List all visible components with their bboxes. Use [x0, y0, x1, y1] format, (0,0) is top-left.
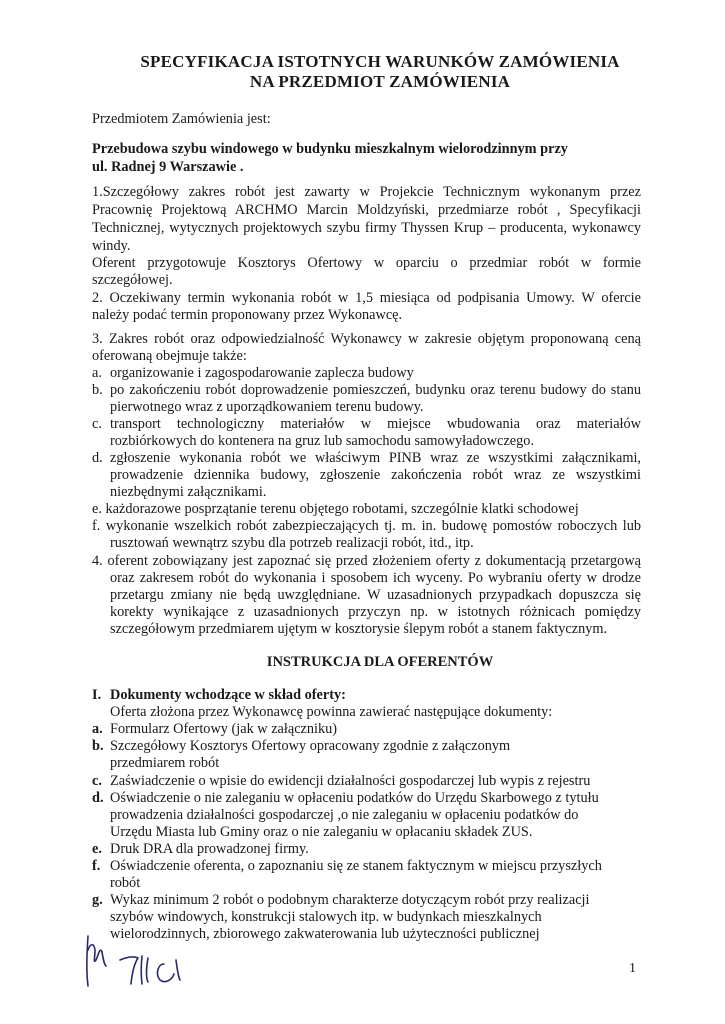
instructions-item-g-line-1: Wykaz minimum 2 robót o podobnym charakterze dotyczącym robót przy realizacji: [110, 892, 590, 908]
list-marker-b: b.: [92, 382, 103, 398]
instructions-item-d-line-2: prowadzenia działalności gospodarczej ,o nie zaleganiu w opłaceniu podatków do: [110, 807, 579, 823]
section2-line-2: należy podać termin proponowany przez Wykonawcę.: [92, 307, 403, 323]
section3-item-a: organizowanie i zagospodarowanie zaplecza budowy: [110, 365, 414, 381]
instructions-marker-d: d.: [92, 790, 104, 806]
instructions-item-c: Zaświadczenie o wpisie do ewidencji działalności gospodarczej lub wypis z rejestru: [110, 773, 591, 789]
instructions-marker-c: c.: [92, 773, 102, 789]
section4-line-5: szczegółowym przedmiarem ujętym w kosztorysie ślepym robót a stanem faktycznym.: [110, 621, 608, 637]
instructions-item-g-line-3: wielorodzinnych, zbiorowego zakwaterowania lub użyteczności publicznej: [110, 926, 540, 942]
instructions-item1-marker: I.: [92, 687, 102, 703]
instructions-item1-title: Dokumenty wchodzące w skład oferty:: [110, 687, 346, 703]
list-marker-d: d.: [92, 450, 103, 466]
instructions-item-b-line-1: Szczegółowy Kosztorys Ofertowy opracowany zgodnie z załączonym: [110, 738, 511, 754]
section2-line-1: 2. Oczekiwany termin wykonania robót w 1,5 miesiąca od podpisania Umowy. W ofercie: [92, 290, 641, 306]
section1-line-2: Pracownię Projektową ARCHMO Marcin Moldzyński, przedmiarze robót , Specyfikacji: [92, 202, 641, 218]
section4-line-1: 4. oferent zobowiązany jest zapoznać się przed złożeniem oferty z dokumentacją przetargową: [92, 553, 641, 569]
section3-item-b-line-2: pierwotnego wraz z uporządkowaniem terenu budowy.: [110, 399, 424, 415]
section3-line-2: oferowaną obejmuje także:: [92, 348, 247, 364]
instructions-marker-b: b.: [92, 738, 104, 754]
section1-line-1: 1.Szczegółowy zakres robót jest zawarty w Projekcie Technicznym wykonanym przez: [92, 184, 641, 200]
page-number: 1: [629, 961, 636, 976]
instructions-item-d-line-1: Oświadczenie o nie zaleganiu w opłaceniu podatków do Urzędu Skarbowego z tytułu: [110, 790, 599, 806]
section1-line-4: windy.: [92, 238, 131, 254]
section3-item-f-line-1: f. wykonanie wszelkich robót zabezpieczających tj. m. in. budowę pomostów roboczych lub: [92, 518, 641, 534]
instructions-item-f-line-2: robót: [110, 875, 141, 891]
handwritten-signature: [80, 930, 190, 990]
section4-line-3: przetargu zmiany nie będą uwzględniane. W uzasadnionych przypadkach dopuszcza się: [110, 587, 641, 603]
section1-line-6: szczegółowej.: [92, 272, 173, 288]
section3-item-f-line-2: rusztowań wewnątrz szybu dla potrzeb realizacji robót, itd., itp.: [110, 535, 474, 551]
section4-line-4: korekty wynikające z uzasadnionych przyczyn np. w istotnych różnicach pomiędzy: [110, 604, 641, 620]
instructions-marker-e: e.: [92, 841, 102, 857]
section3-item-b-line-1: po zakończeniu robót doprowadzenie pomieszczeń, budynku oraz terenu budowy do stanu: [110, 382, 641, 398]
list-marker-c: c.: [92, 416, 102, 432]
section1-line-5: Oferent przygotowuje Kosztorys Ofertowy w oparciu o przedmiar robót w formie: [92, 255, 641, 271]
instructions-item1-intro: Oferta złożona przez Wykonawcę powinna zawierać następujące dokumenty:: [110, 704, 553, 720]
section3-item-d-line-1: zgłoszenie wykonania robót we właściwym PINB wraz ze wszystkimi załącznikami,: [110, 450, 641, 466]
instructions-item-f-line-1: Oświadczenie oferenta, o zapoznaniu się ze stanem faktycznym w miejscu przyszłych: [110, 858, 602, 874]
title-line-2: NA PRZEDMIOT ZAMÓWIENIA: [249, 72, 511, 91]
instructions-item-g-line-2: szybów windowych, konstrukcji stalowych itp. w budynkach mieszkalnych: [110, 909, 542, 925]
section3-line-1: 3. Zakres robót oraz odpowiedzialność Wykonawcy w zakresie objętym proponowaną ceną: [92, 331, 641, 347]
section4-line-2: oraz zakresem robót do wykonania i sposobem ich wyceny. Po wybraniu oferty w drodze: [110, 570, 641, 586]
section3-item-c-line-2: rozbiórkowych do kontenera na gruz lub samochodu samowyładowczego.: [110, 433, 535, 449]
section1-line-3: Technicznej, wytycznych projektowych szybu firmy Thyssen Krup – producenta, wykonawcy: [92, 220, 641, 236]
instructions-heading: INSTRUKCJA DLA OFERENTÓW: [266, 654, 494, 670]
section3-item-c-line-1: transport technologiczny materiałów w miejsce wbudowania oraz materiałów: [110, 416, 641, 432]
instructions-item-b-line-2: przedmiarem robót: [110, 755, 220, 771]
instructions-marker-f: f.: [92, 858, 101, 874]
section3-item-d-line-3: niezbędnymi załącznikami.: [110, 484, 267, 500]
list-marker-a: a.: [92, 365, 102, 381]
instructions-item-a: Formularz Ofertowy (jak w załączniku): [110, 721, 338, 737]
subject-line-1: Przebudowa szybu windowego w budynku mieszkalnym wielorodzinnym przy: [92, 141, 568, 157]
instructions-marker-g: g.: [92, 892, 103, 908]
intro-text: Przedmiotem Zamówienia jest:: [92, 111, 271, 127]
section3-item-e: e. każdorazowe posprzątanie terenu objętego robotami, szczególnie klatki schodowej: [92, 501, 579, 517]
instructions-item-e: Druk DRA dla prowadzonej firmy.: [110, 841, 309, 857]
instructions-item-d-line-3: Urzędu Miasta lub Gminy oraz o nie zaleganiu w opłacaniu składek ZUS.: [110, 824, 533, 840]
section3-item-d-line-2: prowadzenie dziennika budowy, zgłoszenie zakończenia robót wraz ze wszystkimi: [110, 467, 641, 483]
title-line-1: SPECYFIKACJA ISTOTNYCH WARUNKÓW ZAMÓWIENIA: [140, 52, 620, 71]
instructions-marker-a: a.: [92, 721, 103, 737]
subject-line-2: ul. Radnej 9 Warszawie .: [92, 159, 244, 175]
